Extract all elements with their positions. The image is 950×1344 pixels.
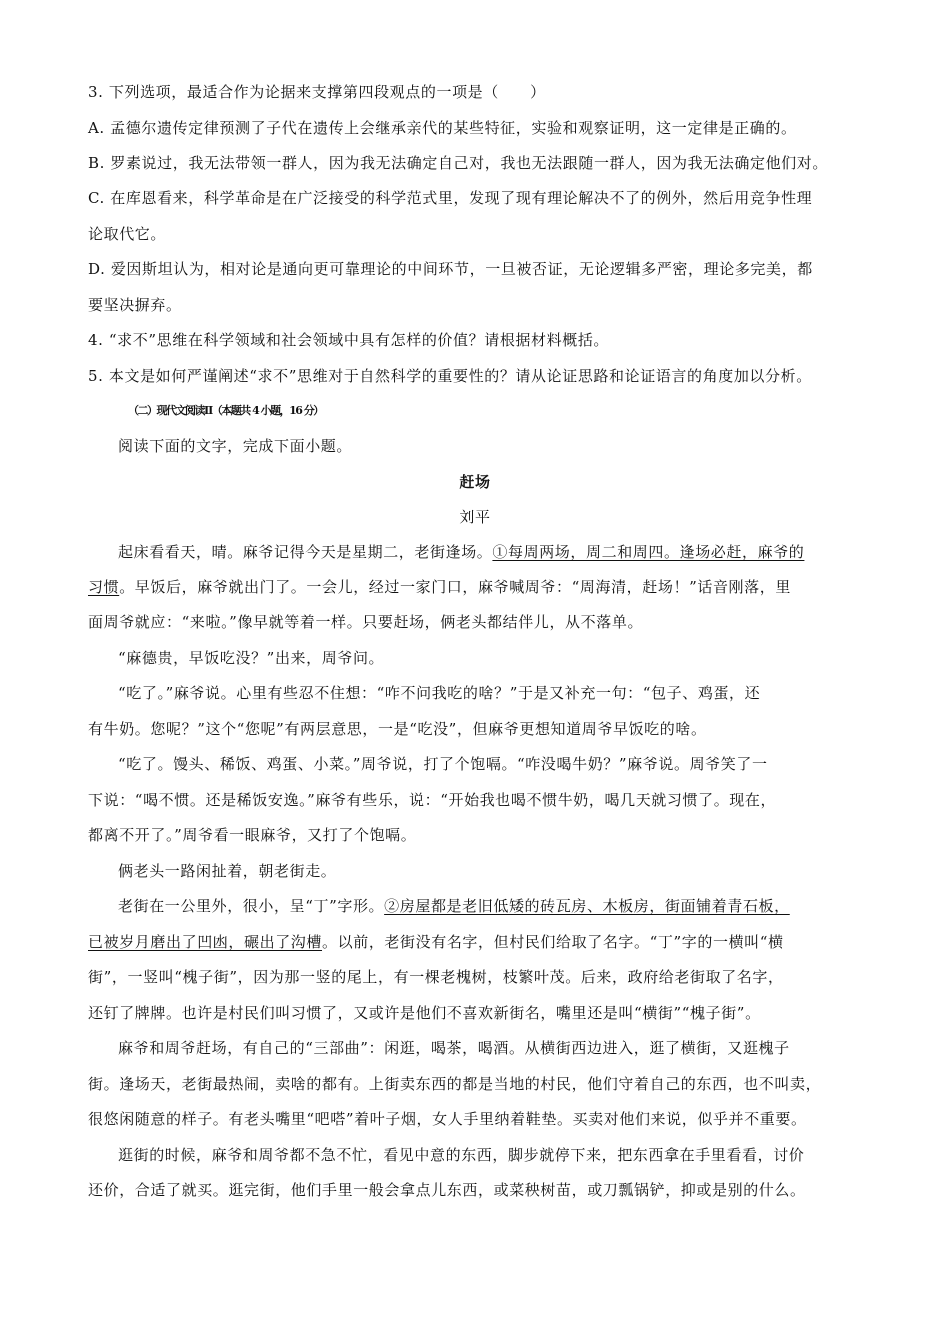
paragraph-line <box>88 577 878 597</box>
paragraph-line: 有牛奶。您呢？”这个“您呢”有两层意思，一是“吃没”，但麻爷更想知道周爷早饭吃的啥。 <box>88 720 707 738</box>
paragraph-line: 街”，一竖叫“槐子街”，因为那一竖的尾上，有一棵老槐树，枝繁叶茂。后来，政府给老街取了名字， <box>88 968 784 986</box>
question-5: 5. 本文是如何严谨阐述“求不”思维对于自然科学的重要性的？请从论证思路和论证语言的角度加以分析。 <box>88 367 812 385</box>
paragraph-line: 下说：“喝不惯。还是稀饭安逸。”麻爷有些乐，说：“开始我也喝不惯牛奶，喝几天就习惯了。现在， <box>88 791 777 809</box>
option-d-cont: 要坚决摒弃。 <box>88 296 182 314</box>
paragraph-line: 逛街的时候，麻爷和周爷都不急不忙，看见中意的东西，脚步就停下来，把东西拿在手里看看，讨价 <box>118 1146 805 1164</box>
option-c-cont: 论取代它。 <box>88 225 167 243</box>
paragraph-line: 还价，合适了就买。逛完街，他们手里一般会拿点儿东西，或菜秧树苗，或刀瓢锅铲，抑或是别的什么。 <box>88 1181 806 1199</box>
text-span: 老街在一公里外，很小，呈“丁”字形。 <box>118 897 385 915</box>
question-3: 3. 下列选项，最适合作为论据来支撑第四段观点的一项是（ ） <box>88 83 546 101</box>
paragraph-line: “麻德贵，早饭吃没？”出来，周爷问。 <box>118 649 385 667</box>
underlined-sentence-2: ②房屋都是老旧低矮的砖瓦房、木板房，街面铺着青石板， <box>384 897 790 915</box>
text-span: 。以前，老街没有名字，但村民们给取了名字。“丁”字的一横叫“横 <box>322 933 784 951</box>
paragraph-line: 街。逢场天，老街最热闹，卖啥的都有。上街卖东西的都是当地的村民，他们守着自己的东西，也不叫卖， <box>88 1075 822 1093</box>
paragraph-line: “吃了。”麻爷说。心里有些忍不住想：“咋不问我吃的啥？”于是又补充一句：“包子、鸡蛋，还 <box>118 684 761 702</box>
option-d: D. 爱因斯坦认为，相对论是通向更可靠理论的中间环节，一旦被否证，无论逻辑多严密，理论多完美，都 <box>88 260 813 278</box>
question-4: 4. “求不”思维在科学领域和社会领域中具有怎样的价值？请根据材料概括。 <box>88 331 610 349</box>
text-span: 起床看看天，晴。麻爷记得今天是星期二，老街逢场。 <box>118 543 493 561</box>
paragraph-line: 都离不开了。”周爷看一眼麻爷，又打了个饱嗝。 <box>88 826 417 844</box>
author: 刘平 <box>459 508 491 526</box>
paragraph-line: “吃了。馒头、稀饭、鸡蛋、小菜。”周爷说，打了个饱嗝。“咋没喝牛奶？”麻爷说。周爷笑了一 <box>118 755 768 773</box>
text-span: 。早饭后，麻爷就出门了。一会儿，经过一家门口，麻爷喊周爷：“周海清，赶场！”话音刚落，里 <box>119 578 791 596</box>
option-b: B. 罗素说过，我无法带领一群人，因为我无法确定自己对，我也无法跟随一群人，因为我无法确定他们对。 <box>88 154 828 172</box>
paragraph-line: 麻爷和周爷赶场，有自己的“三部曲”：闲逛，喝茶，喝酒。从横街西边进入，逛了横街，又逛槐子 <box>118 1039 790 1057</box>
paragraph-line: 很悠闲随意的样子。有老头嘴里“吧嗒”着叶子烟，女人手里纳着鞋垫。买卖对他们来说，似乎并不重要。 <box>88 1110 807 1128</box>
option-a: A. 孟德尔遗传定律预测了子代在遗传上会继承亲代的某些特征，实验和观察证明，这一定律是正确的。 <box>88 119 797 137</box>
paragraph-line <box>88 932 878 952</box>
paragraph-line: 俩老头一路闲扯着，朝老街走。 <box>118 862 337 880</box>
paragraph-line: 面周爷就应：“来啦。”像早就等着一样。只要赶场，俩老头都结伴儿，从不落单。 <box>88 613 644 631</box>
paragraph-line: 还钉了牌牌。也许是村民们叫习惯了，又或许是他们不喜欢新街名，嘴里还是叫“横街”“槐子街”。 <box>88 1004 761 1022</box>
underlined-sentence-2-cont: 已被岁月磨出了凹凼，碾出了沟槽 <box>88 933 323 951</box>
section-heading: （二）现代文阅读Ⅱ（本题共 4 小题，16 分） <box>128 404 323 417</box>
paragraph-line <box>118 896 878 916</box>
paragraph-line <box>118 542 878 562</box>
instruction: 阅读下面的文字，完成下面小题。 <box>118 437 353 455</box>
article-title: 赶场 <box>459 473 491 491</box>
underlined-sentence-1: ①每周两场，周二和周四。逢场必赶，麻爷的 <box>492 543 805 561</box>
underlined-sentence-1-cont: 习惯 <box>88 578 120 596</box>
option-c: C. 在库恩看来，科学革命是在广泛接受的科学范式里，发现了现有理论解决不了的例外，然后用竞争性理 <box>88 189 813 207</box>
